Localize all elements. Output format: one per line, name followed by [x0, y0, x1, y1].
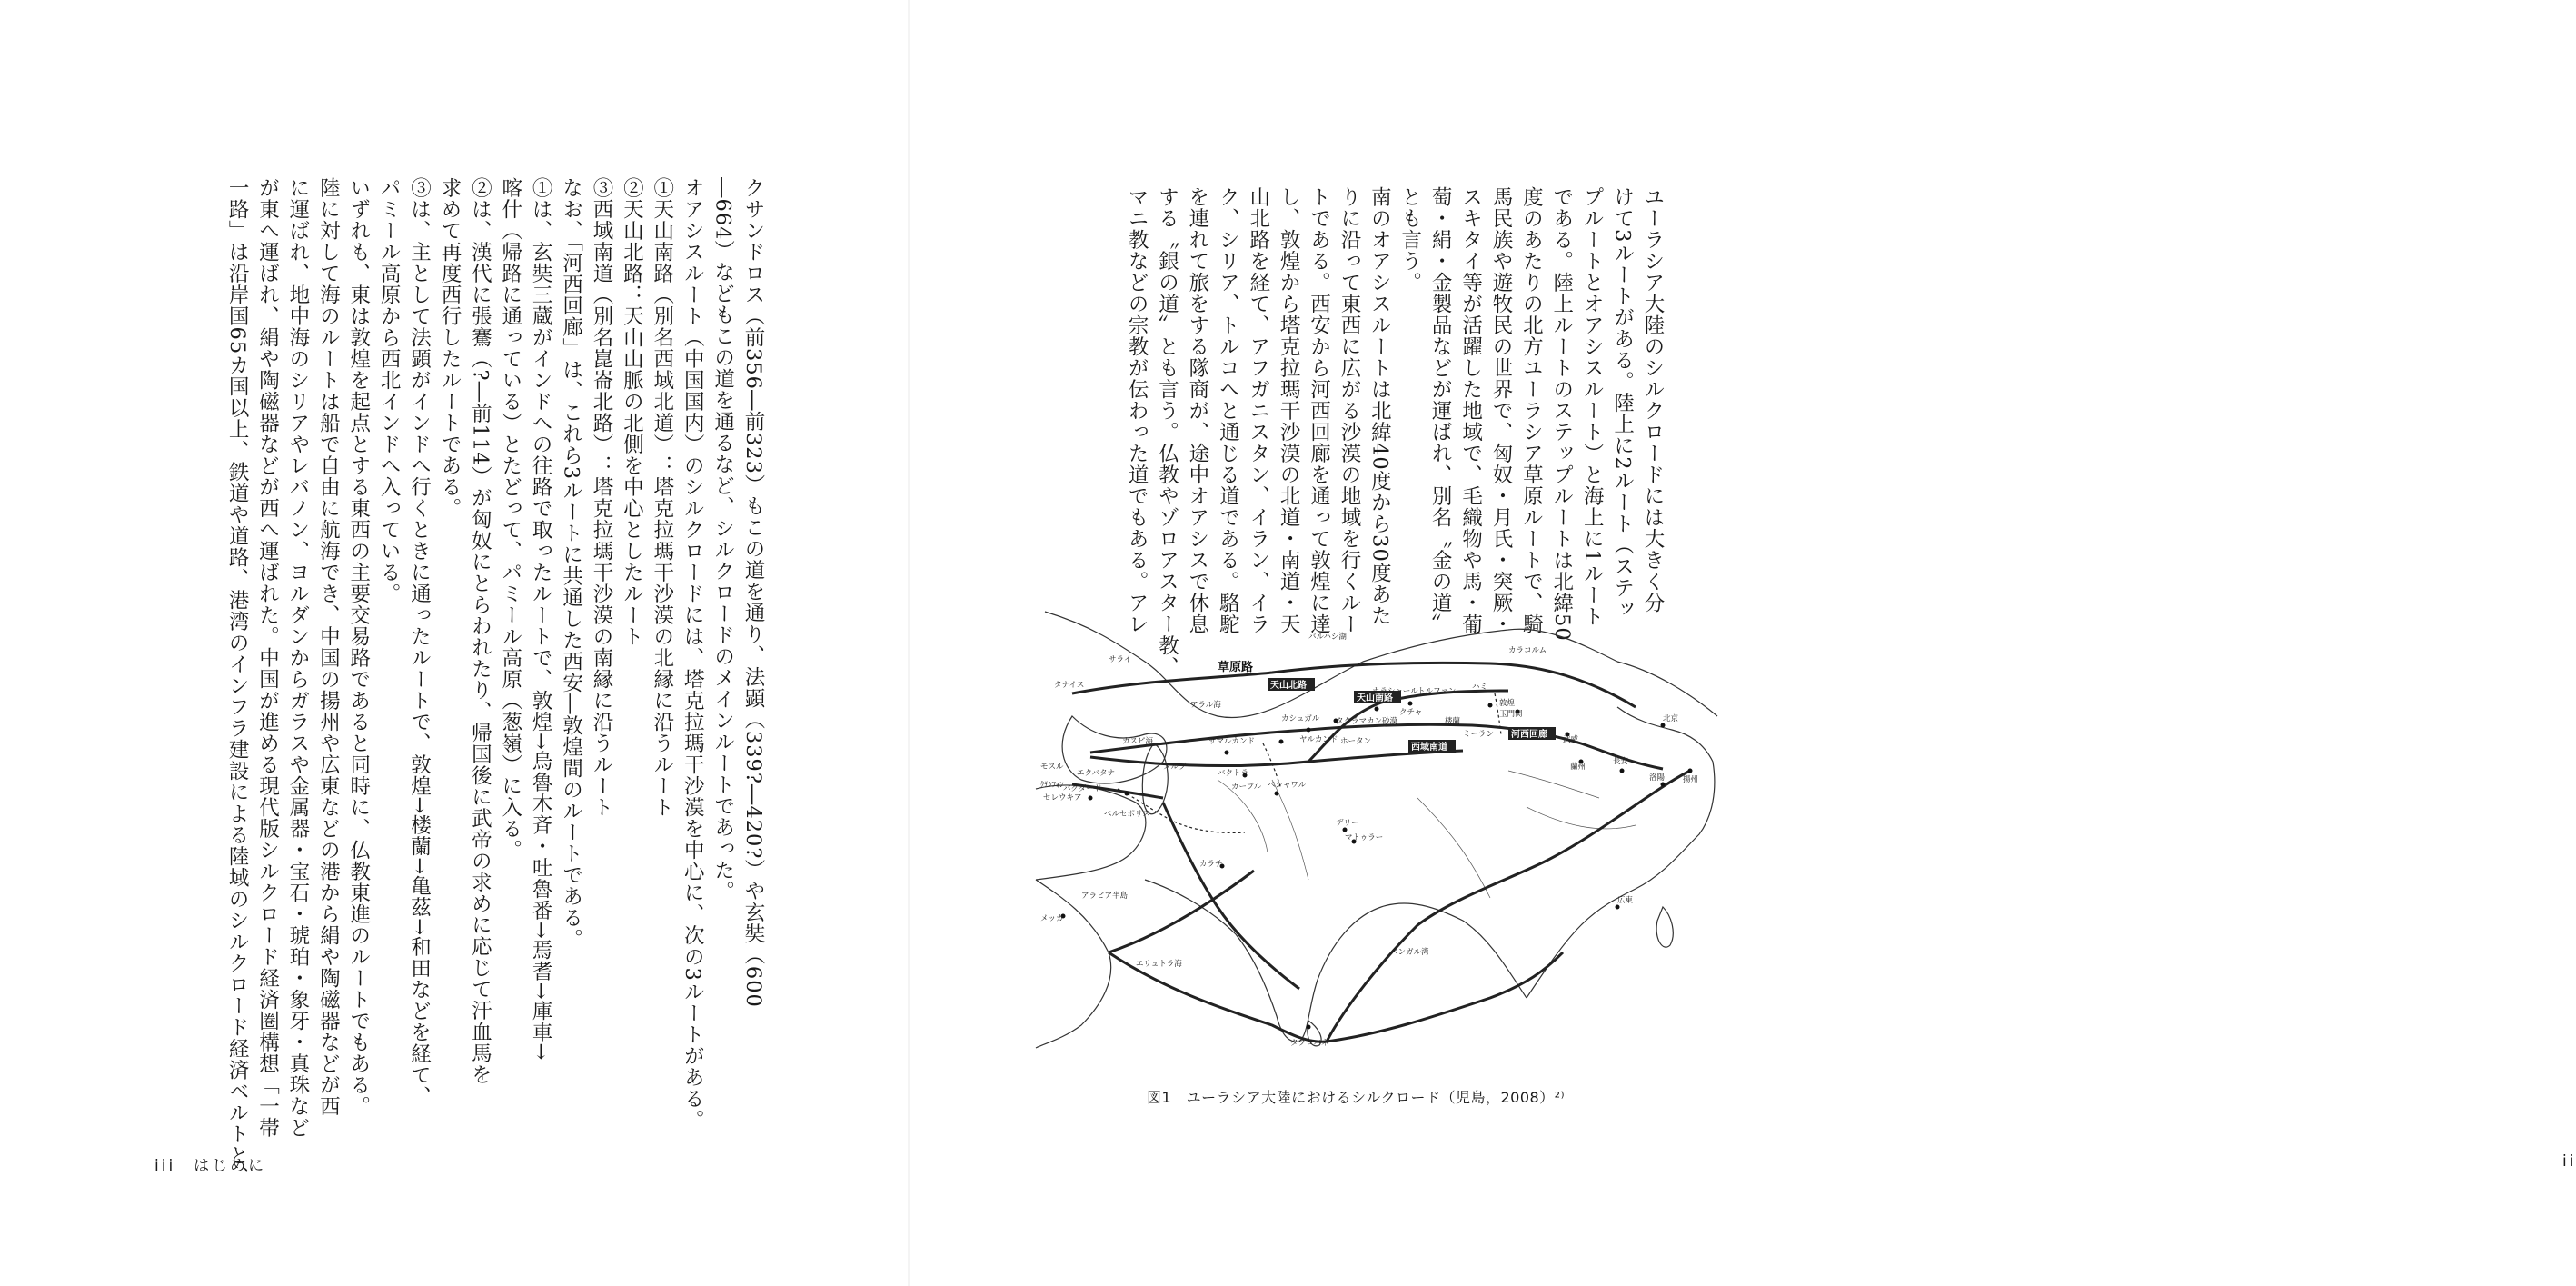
right-body-line: トである。西安から河西回廊を通って敦煌に達 — [1307, 186, 1331, 635]
label-kabul: カーブル — [1231, 783, 1262, 792]
label-taklamakan: タクラマカン砂漠 — [1336, 717, 1398, 726]
left-body-line: いずれも、東は敦煌を起点とする東西の主要交易路であると同時に、仏教東進のルートでもある。 — [346, 177, 371, 1117]
left-body-line: 喀什（帰路に通っている）とたどって、パミール高原（葱嶺）に入る。 — [498, 177, 522, 861]
label-seleucia: セレウキア — [1043, 793, 1082, 803]
label-kucha: クチャ — [1399, 708, 1423, 717]
silk-road-map — [1036, 607, 1726, 1054]
label-aral: アラル海 — [1190, 701, 1221, 710]
label-ecbatana: エクバタナ — [1077, 769, 1115, 778]
left-body-line: 求めて再度西行したルートである。 — [437, 177, 462, 519]
left-page-body — [222, 177, 768, 1188]
label-samarkand: サマルカンド — [1208, 737, 1256, 746]
label-mecca: メッカ — [1040, 914, 1064, 923]
label-yumen: 玉門関 — [1499, 710, 1523, 719]
label-miran: ミーラン — [1463, 730, 1495, 739]
right-body-line: する〝銀の道〟とも言う。仏教やゾロアスター教、 — [1155, 186, 1179, 678]
label-sarai: サライ — [1109, 655, 1132, 664]
rivers — [1218, 771, 1636, 898]
right-body-line: マニ教などの宗教が伝わった道でもある。アレ — [1125, 186, 1149, 635]
label-yangzhou: 揚州 — [1683, 775, 1699, 784]
label-erythraean: エリュトラ海 — [1136, 960, 1182, 969]
left-page — [0, 0, 909, 1286]
right-body-line: ユーラシア大陸のシルクロードには大きく分 — [1641, 186, 1665, 613]
left-body-line: ―664）などもこの道を通るなど、シルクロードのメインルートであった。 — [711, 177, 735, 902]
right-body-line: りに沿って東西に広がる沙漠の地域を行くルー — [1337, 186, 1361, 635]
figure-caption: 図1 ユーラシア大陸におけるシルクロード（児島，2008）²⁾ — [1147, 1089, 1566, 1106]
page-folio-left: iii はじめに — [154, 1157, 267, 1175]
right-body-line: プルートとオアシスルート）と海上に1ルート — [1580, 186, 1605, 628]
left-body-line: 一路」は沿岸国65カ国以上、鉄道や道路、港湾のインフラ建設による陸域のシルクロード経済ベルトと、 — [225, 177, 250, 1188]
right-body-line: とも言う。 — [1397, 186, 1422, 294]
left-body-line: ②は、漢代に張騫（?―前114）が匈奴にとらわれたり、帰国後に武帝の求めに応じて汗血馬を — [468, 177, 492, 1086]
left-body-line: クサンドロス（前356―前323）もこの道を通り、法顕（339?―420?）や玄奘（600 — [741, 177, 765, 1008]
label-delhi: デリー — [1336, 819, 1359, 828]
right-body-line: けて3ルートがある。陸上に2ルート（ステッ — [1610, 186, 1635, 621]
label-bengal: ベンガル湾 — [1390, 948, 1429, 957]
coastlines — [1036, 612, 1717, 1048]
left-body-line: なお、「河西回廊」は、これら3ルートに共通した西安―敦煌間のルートである。 — [559, 177, 583, 951]
label-baghdad: バグダード — [1063, 784, 1102, 793]
left-body-line: ①は、玄奘三蔵がインドへの往路で取ったルートで、敦煌→烏魯木斉・吐魯番→焉耆→庫車→ — [529, 177, 553, 1062]
label-caspian: カスピ海 — [1122, 737, 1154, 746]
label-ctesiphon: ｸﾃｼﾌｫﾝ — [1040, 781, 1064, 790]
label-tanais: タナイス — [1054, 681, 1085, 690]
left-body-line: ①天山南路（別名西域北道）：塔克拉瑪干沙漠の北縁に沿うルート — [650, 177, 674, 818]
right-body-line: 馬民族や遊牧民の世界で、匈奴・月氏・突厥・ — [1488, 186, 1513, 635]
label-loulan: 楼蘭 — [1445, 717, 1461, 726]
label-yarkand: ヤルカンド — [1299, 735, 1338, 744]
label-dunhuang: 敦煌 — [1499, 699, 1516, 708]
label-persepolis: ペルセポリス — [1104, 810, 1150, 819]
label-arabia: アラビア半島 — [1081, 892, 1129, 901]
left-body-line: ②天山北路：天山山脈の北側を中心としたルート — [620, 177, 644, 647]
label-karachi: カラチ — [1199, 860, 1223, 869]
page-folio-right: ii — [2562, 1152, 2576, 1171]
label-khotan: ホータン — [1340, 737, 1372, 746]
right-body-line: ク、シリア、トルコへと通じる道である。駱駝 — [1216, 186, 1240, 635]
label-bactra: バクトラ — [1218, 769, 1249, 778]
label-peshawar: ペシャワル — [1268, 781, 1307, 790]
right-body-line: である。陸上ルートのステップルートは北緯50 — [1549, 186, 1574, 642]
right-body-line: スキタイ等が活躍した地域で、毛織物や馬・葡 — [1458, 186, 1483, 635]
label-taprobane: タプロバネ — [1290, 1039, 1329, 1048]
label-changan: 長安 — [1613, 757, 1629, 766]
left-body-line: に運ばれ、地中海のシリアやレバノン、ヨルダンからガラスや金属器・宝石・琥珀・象牙・真珠など — [285, 177, 310, 1139]
right-body-line: を連れて旅をする隊商が、途中オアシスで休息 — [1185, 186, 1209, 635]
right-body-line: 南のオアシスルートは北緯40度から30度あた — [1368, 186, 1392, 627]
right-body-line: 度のあたりの北方ユーラシア草原ルートで、騎 — [1519, 186, 1544, 635]
label-kashgar: カシュガル — [1281, 714, 1320, 723]
label-hami: ハミ — [1472, 683, 1488, 692]
right-body-line: 萄・絹・金製品などが運ばれ、別名〝金の道〟 — [1428, 186, 1453, 635]
label-karashahr: カラシャール — [1372, 687, 1418, 696]
left-body-line: ③西域南道（別名崑崙北路）：塔克拉瑪干沙漠の南縁に沿うルート — [589, 177, 613, 818]
label-mosul: モスル — [1040, 763, 1064, 772]
box-tianshan-south-label: 天山南路 — [1357, 693, 1393, 703]
label-wuwei: 武威 — [1563, 735, 1579, 744]
label-merv: メルブ — [1163, 763, 1187, 772]
left-body-line: パミール高原から西北インドへ入っている。 — [377, 177, 402, 604]
map-svg — [1036, 607, 1726, 1054]
label-turfan: トルファン — [1417, 687, 1457, 696]
label-mathura: マトゥラー — [1345, 833, 1384, 842]
right-page — [909, 0, 2576, 1286]
box-xiyu-label: 西域南道 — [1411, 743, 1447, 753]
label-karakorum: カラコルム — [1508, 646, 1547, 655]
label-guangzhou: 広東 — [1617, 896, 1634, 905]
left-body-line: ③は、主として法顕がインドへ行くときに通ったルートで、敦煌→楼蘭→亀茲→和田などを経て、 — [407, 177, 432, 1108]
label-balkhash: バルハシ湖 — [1308, 633, 1347, 642]
box-tianshan-north-label: 天山北路 — [1270, 681, 1307, 691]
left-body-line: が東へ運ばれ、絹や陶磁器などが西へ運ばれた。中国が進める現代版シルクロード経済圏構想「一帯 — [255, 177, 280, 1139]
right-body-line: 山北路を経て、アフガニスタン、イラン、イラ — [1246, 186, 1270, 635]
label-beijing: 北京 — [1663, 714, 1679, 723]
left-body-line: オアシスルート（中国国内）のシルクロードには、塔克拉瑪干沙漠を中心に、次の3ルートがある。 — [681, 177, 705, 1131]
left-body-line: 陸に対して海のルートは船で自由に航海でき、中国の揚州や広東などの港から絹や陶磁器などが西 — [316, 177, 341, 1117]
right-body-line: し、敦煌から塔克拉瑪干沙漠の北道・南道・天 — [1277, 186, 1301, 635]
box-hexi-label: 河西回廊 — [1511, 730, 1547, 740]
label-luoyang: 洛陽 — [1649, 773, 1666, 783]
label-steppe-route: 草原路 — [1218, 661, 1254, 674]
label-lanzhou: 蘭州 — [1570, 763, 1586, 772]
